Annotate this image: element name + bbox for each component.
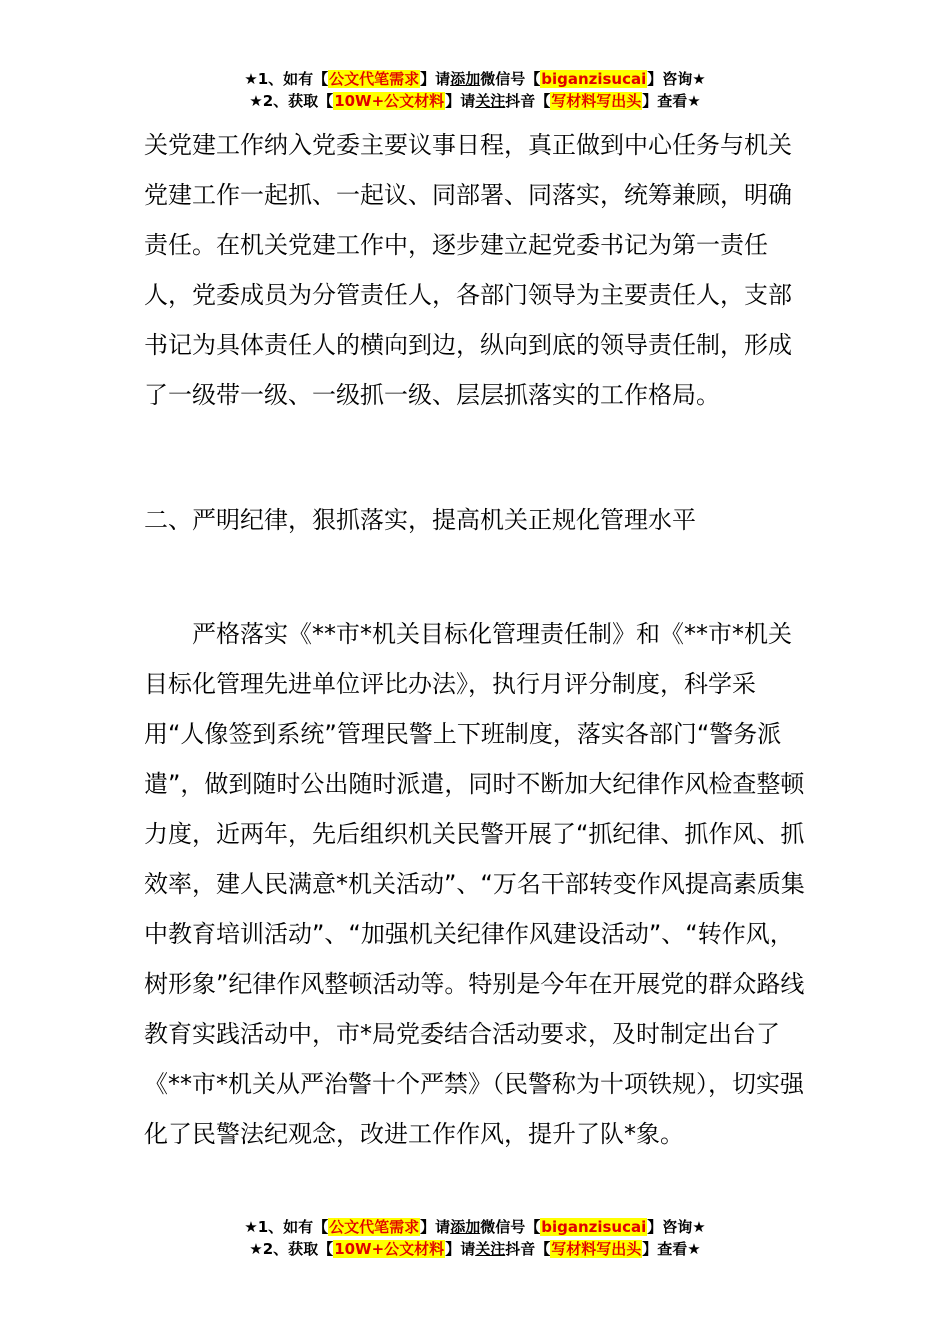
section-heading-container bbox=[144, 495, 812, 545]
banner-text: 】请 bbox=[445, 92, 476, 110]
banner-text: 】请 bbox=[420, 1218, 451, 1236]
banner-text: 微信号【 bbox=[480, 70, 541, 88]
body-paragraph-2: 严格落实《**市*机关目标化管理责任制》和《**市*机关目标化管理先进单位评比办法》，执行月评分制度，科学采用“人像签到系统”管理民警上下班制度，落实各部门“警务派遣”，做到随时公出随时派遣，同时不断加大纪律作风检查整顿力度，近两年，先后组织机关民警开展了“抓纪律、抓作风、抓效率，建人民满意*机关活动”、“万名干部转变作风提高素质集中教育培训活动”、“加强机关纪律作风建设活动”、“转作风，树形象”纪律作风整顿活动等。特别是今年在开展党的群众路线教育实践活动中，市*局党委结合活动要求，及时制定出台了《**市*机关从严治警十个严禁》（民警称为十项铁规），切实强化了民警法纪观念，改进工作作风，提升了队*象。 bbox=[144, 620, 805, 1148]
banner-text: 抖音【 bbox=[505, 1240, 551, 1258]
banner-text: 】查看★ bbox=[642, 92, 701, 110]
banner-wechat-id: biganzisucai bbox=[541, 1218, 647, 1236]
banner-underline: 关注 bbox=[475, 92, 506, 110]
banner-line-2 bbox=[0, 1238, 950, 1260]
banner-douyin-id: 写材料写出头 bbox=[551, 92, 642, 110]
banner-line-2 bbox=[0, 90, 950, 112]
banner-text: ★1、如有【 bbox=[244, 1218, 329, 1236]
banner-text: ★2、获取【 bbox=[249, 1240, 334, 1258]
banner-text: 】请 bbox=[420, 70, 451, 88]
banner-underline: 添加 bbox=[450, 1218, 481, 1236]
banner-underline: 关注 bbox=[475, 1240, 506, 1258]
banner-text: 】请 bbox=[445, 1240, 476, 1258]
banner-highlight: 公文代笔需求 bbox=[329, 1218, 420, 1236]
body-paragraph-2-container bbox=[144, 609, 812, 1159]
banner-line-1 bbox=[0, 1216, 950, 1238]
banner-line-1 bbox=[0, 68, 950, 90]
section-heading: 二、严明纪律，狠抓落实，提高机关正规化管理水平 bbox=[144, 506, 696, 534]
banner-text: ★1、如有【 bbox=[244, 70, 329, 88]
body-paragraph-1: 关党建工作纳入党委主要议事日程，真正做到中心任务与机关党建工作一起抓、一起议、同部署、同落实，统筹兼顾，明确责任。在机关党建工作中，逐步建立起党委书记为第一责任人，党委成员为分管责任人，各部门领导为主要责任人，支部书记为具体责任人的横向到边，纵向到底的领导责任制，形成了一级带一级、一级抓一级、层层抓落实的工作格局。 bbox=[144, 131, 792, 409]
body-paragraph-1-container bbox=[144, 120, 812, 420]
banner-highlight: 10W+公文材料 bbox=[334, 92, 445, 110]
banner-text: 】咨询★ bbox=[647, 1218, 706, 1236]
footer-banner bbox=[0, 1216, 950, 1260]
banner-highlight: 10W+公文材料 bbox=[334, 1240, 445, 1258]
header-banner bbox=[0, 68, 950, 112]
banner-text: 微信号【 bbox=[480, 1218, 541, 1236]
banner-text: 】咨询★ bbox=[647, 70, 706, 88]
banner-text: ★2、获取【 bbox=[249, 92, 334, 110]
banner-highlight: 公文代笔需求 bbox=[329, 70, 420, 88]
banner-text: 抖音【 bbox=[505, 92, 551, 110]
banner-text: 】查看★ bbox=[642, 1240, 701, 1258]
banner-underline: 添加 bbox=[450, 70, 481, 88]
banner-wechat-id: biganzisucai bbox=[541, 70, 647, 88]
banner-douyin-id: 写材料写出头 bbox=[551, 1240, 642, 1258]
